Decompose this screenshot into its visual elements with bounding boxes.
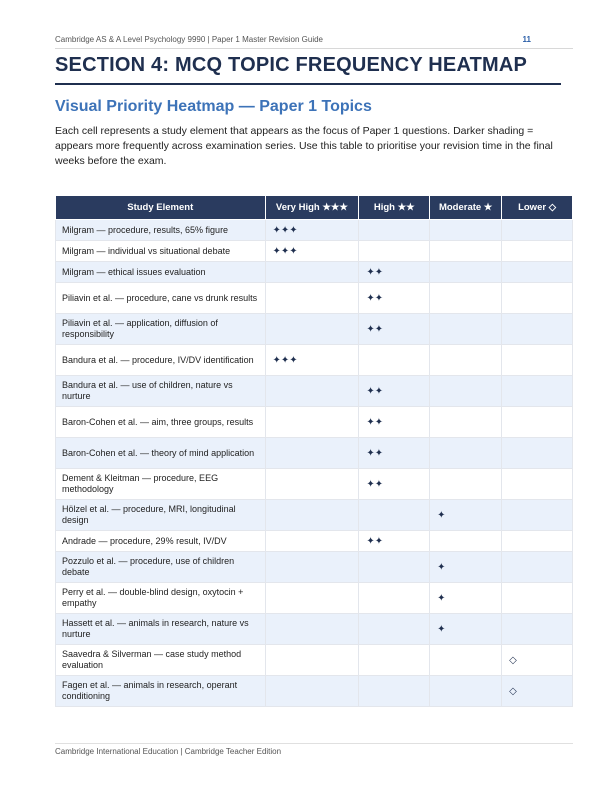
very-high-cell bbox=[265, 407, 359, 438]
high-cell bbox=[359, 552, 430, 583]
lower-cell bbox=[502, 614, 573, 645]
study-element-cell: Bandura et al. — use of children, nature vs nurture bbox=[56, 376, 266, 407]
lower-cell bbox=[502, 531, 573, 552]
high-cell bbox=[359, 583, 430, 614]
study-element-cell: Baron-Cohen et al. — theory of mind application bbox=[56, 438, 266, 469]
header-divider bbox=[55, 48, 573, 49]
very-high-cell bbox=[265, 438, 359, 469]
column-header-very-high: Very High ★★★ bbox=[265, 196, 359, 220]
high-cell: ✦✦ bbox=[359, 531, 430, 552]
page-footer: Cambridge International Education | Cambridge Teacher Edition bbox=[55, 747, 282, 756]
high-cell: ✦✦ bbox=[359, 438, 430, 469]
study-element-cell: Pozzulo et al. — procedure, use of children debate bbox=[56, 552, 266, 583]
moderate-cell bbox=[430, 345, 502, 376]
study-element-cell: Baron-Cohen et al. — aim, three groups, results bbox=[56, 407, 266, 438]
lower-cell bbox=[502, 552, 573, 583]
lower-cell bbox=[502, 262, 573, 283]
high-cell bbox=[359, 500, 430, 531]
high-cell bbox=[359, 220, 430, 241]
table-row bbox=[56, 583, 573, 614]
study-element-cell: Saavedra & Silverman — case study method evaluation bbox=[56, 645, 266, 676]
moderate-cell bbox=[430, 469, 502, 500]
title-rule bbox=[55, 83, 561, 85]
table-row bbox=[56, 500, 573, 531]
running-header-title: Cambridge AS & A Level Psychology 9990 | Paper 1 Master Revision Guide bbox=[55, 35, 324, 44]
very-high-cell bbox=[265, 531, 359, 552]
very-high-cell bbox=[265, 614, 359, 645]
study-element-cell: Piliavin et al. — procedure, cane vs drunk results bbox=[56, 283, 266, 314]
moderate-cell bbox=[430, 645, 502, 676]
lower-cell bbox=[502, 241, 573, 262]
lower-cell bbox=[502, 220, 573, 241]
column-header-lower: Lower ◇ bbox=[502, 196, 573, 220]
study-element-cell: Hassett et al. — animals in research, nature vs nurture bbox=[56, 614, 266, 645]
table-row bbox=[56, 645, 573, 676]
heatmap-table bbox=[55, 195, 573, 707]
table-row bbox=[56, 283, 573, 314]
table-row bbox=[56, 438, 573, 469]
high-cell bbox=[359, 345, 430, 376]
very-high-cell bbox=[265, 676, 359, 707]
moderate-cell: ✦ bbox=[430, 500, 502, 531]
study-element-cell: Perry et al. — double-blind design, oxytocin + empathy bbox=[56, 583, 266, 614]
high-cell: ✦✦ bbox=[359, 469, 430, 500]
moderate-cell bbox=[430, 314, 502, 345]
lower-cell bbox=[502, 376, 573, 407]
moderate-cell bbox=[430, 283, 502, 314]
table-header-row bbox=[56, 196, 573, 220]
lower-cell bbox=[502, 314, 573, 345]
study-element-cell: Dement & Kleitman — procedure, EEG methodology bbox=[56, 469, 266, 500]
footer-divider bbox=[55, 743, 573, 744]
moderate-cell: ✦ bbox=[430, 552, 502, 583]
moderate-cell: ✦ bbox=[430, 614, 502, 645]
very-high-cell bbox=[265, 283, 359, 314]
table-row bbox=[56, 376, 573, 407]
study-element-cell: Milgram — individual vs situational debate bbox=[56, 241, 266, 262]
lower-cell: ◇ bbox=[502, 676, 573, 707]
high-cell: ✦✦ bbox=[359, 407, 430, 438]
table-row bbox=[56, 241, 573, 262]
moderate-cell bbox=[430, 376, 502, 407]
table-row bbox=[56, 262, 573, 283]
high-cell: ✦✦ bbox=[359, 314, 430, 345]
intro-paragraph: Each cell represents a study element that appears as the focus of Paper 1 questions. Darker shading = appears more frequently across examination series. Use this table to prioritise your revision time in the final weeks before the exam. bbox=[55, 125, 553, 167]
lower-cell bbox=[502, 345, 573, 376]
moderate-cell bbox=[430, 407, 502, 438]
lower-cell bbox=[502, 283, 573, 314]
table-row bbox=[56, 469, 573, 500]
study-element-cell: Piliavin et al. — application, diffusion of responsibility bbox=[56, 314, 266, 345]
high-cell bbox=[359, 241, 430, 262]
very-high-cell: ✦✦✦ bbox=[265, 220, 359, 241]
table-row bbox=[56, 531, 573, 552]
lower-cell bbox=[502, 500, 573, 531]
very-high-cell bbox=[265, 262, 359, 283]
table-row bbox=[56, 614, 573, 645]
high-cell bbox=[359, 645, 430, 676]
study-element-cell: Milgram — procedure, results, 65% figure bbox=[56, 220, 266, 241]
study-element-cell: Fagen et al. — animals in research, operant conditioning bbox=[56, 676, 266, 707]
table-row bbox=[56, 552, 573, 583]
very-high-cell bbox=[265, 376, 359, 407]
moderate-cell bbox=[430, 220, 502, 241]
high-cell: ✦✦ bbox=[359, 262, 430, 283]
moderate-cell bbox=[430, 241, 502, 262]
moderate-cell: ✦ bbox=[430, 583, 502, 614]
very-high-cell: ✦✦✦ bbox=[265, 241, 359, 262]
page-number: 11 bbox=[522, 35, 531, 44]
table-row bbox=[56, 345, 573, 376]
study-element-cell: Bandura et al. — procedure, IV/DV identification bbox=[56, 345, 266, 376]
very-high-cell bbox=[265, 645, 359, 676]
high-cell: ✦✦ bbox=[359, 283, 430, 314]
lower-cell bbox=[502, 469, 573, 500]
table-row bbox=[56, 220, 573, 241]
very-high-cell: ✦✦✦ bbox=[265, 345, 359, 376]
moderate-cell bbox=[430, 531, 502, 552]
table-row bbox=[56, 314, 573, 345]
lower-cell bbox=[502, 583, 573, 614]
study-element-cell: Hölzel et al. — procedure, MRI, longitudinal design bbox=[56, 500, 266, 531]
section-title: SECTION 4: MCQ TOPIC FREQUENCY HEATMAP bbox=[55, 54, 528, 76]
lower-cell bbox=[502, 407, 573, 438]
heatmap-subtitle: Visual Priority Heatmap — Paper 1 Topics bbox=[55, 98, 372, 115]
very-high-cell bbox=[265, 314, 359, 345]
table-row bbox=[56, 407, 573, 438]
high-cell: ✦✦ bbox=[359, 376, 430, 407]
column-header-moderate: Moderate ★ bbox=[430, 196, 502, 220]
very-high-cell bbox=[265, 552, 359, 583]
running-header bbox=[55, 35, 573, 49]
moderate-cell bbox=[430, 676, 502, 707]
very-high-cell bbox=[265, 500, 359, 531]
study-element-cell: Andrade — procedure, 29% result, IV/DV bbox=[56, 531, 266, 552]
study-element-cell: Milgram — ethical issues evaluation bbox=[56, 262, 266, 283]
column-header-high: High ★★ bbox=[359, 196, 430, 220]
very-high-cell bbox=[265, 469, 359, 500]
moderate-cell bbox=[430, 438, 502, 469]
high-cell bbox=[359, 676, 430, 707]
moderate-cell bbox=[430, 262, 502, 283]
table-row bbox=[56, 676, 573, 707]
high-cell bbox=[359, 614, 430, 645]
column-header-study-element: Study Element bbox=[56, 196, 266, 220]
lower-cell: ◇ bbox=[502, 645, 573, 676]
very-high-cell bbox=[265, 583, 359, 614]
lower-cell bbox=[502, 438, 573, 469]
